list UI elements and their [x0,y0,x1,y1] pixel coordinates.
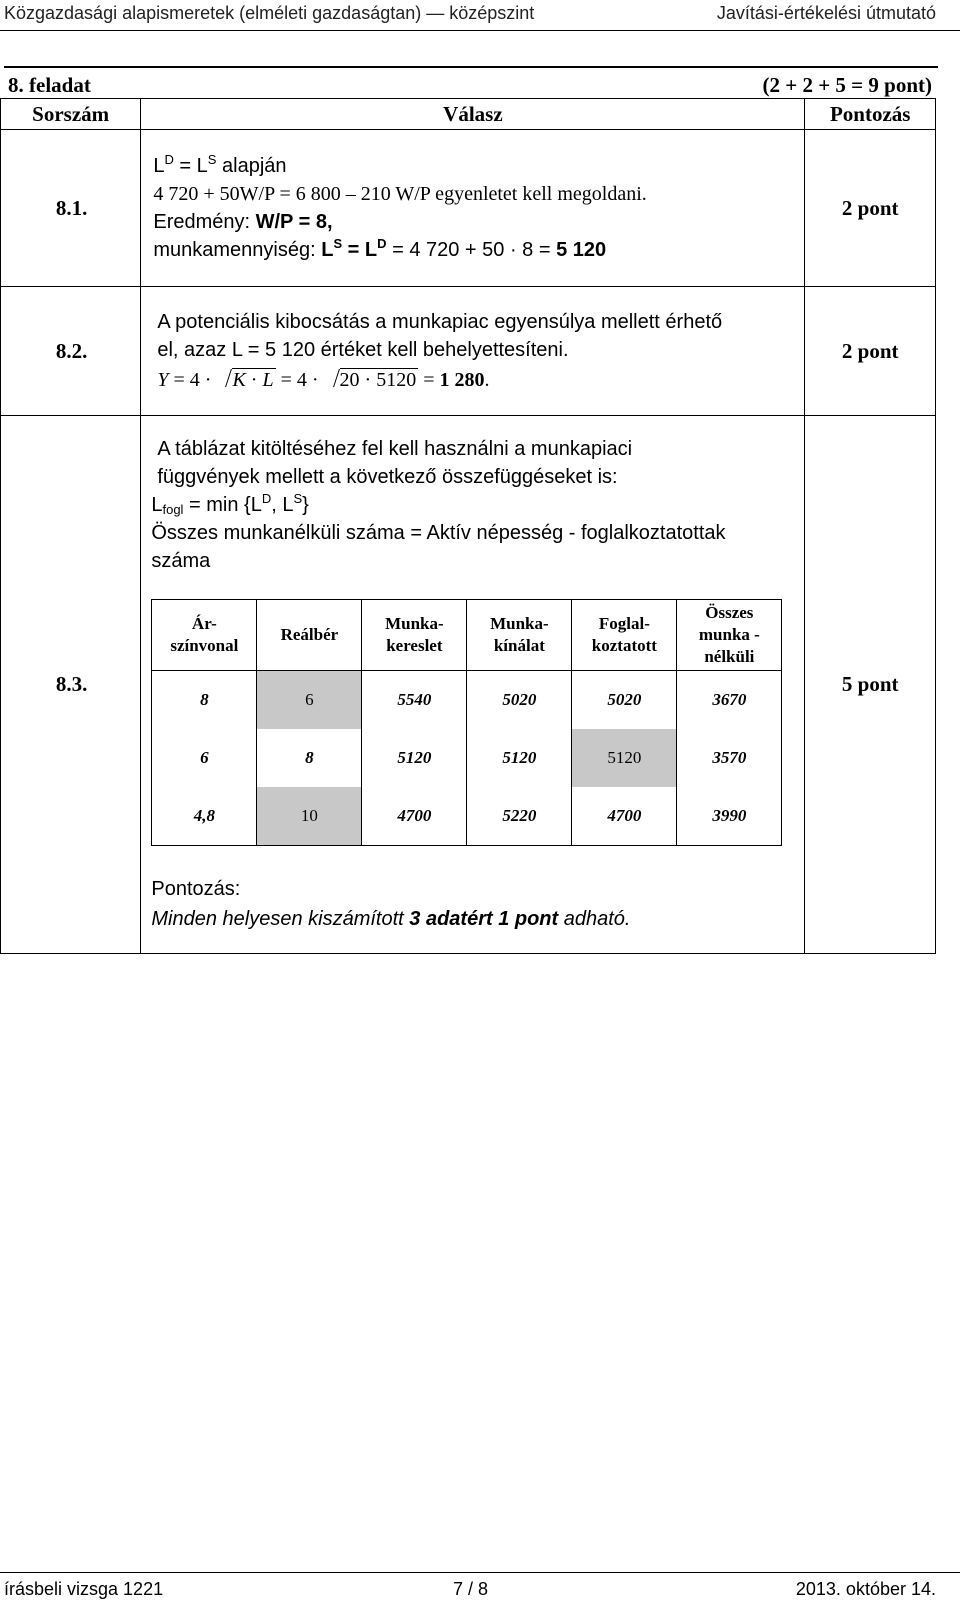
cell-given: 5120 [572,729,677,787]
header-title: Közgazdasági alapismeretek (elméleti gazdaságtan) — középszint [4,3,535,23]
cell-given: 10 [257,787,362,846]
labour-table-header [152,600,782,671]
footer-rule [0,1572,960,1573]
production-function-formula: Y = 4 · K · L = 4 · 20 · 5120 = 1 280. [157,366,804,394]
scoring-note: Pontozás: Minden helyesen kiszámított 3 adatért 1 pont adható. [151,874,804,934]
cell-given: 6 [257,671,362,730]
row-answer: $L^D = L^S$ alapján 4 720 + 50W/P = 6 800 – 210 W/P egyenletet kell megoldani. Eredmény: W/P = 8, munkamennyiség: $L^S = L^D = 4$ 720 + 50 · 8 = 5 120 [141,130,805,287]
section-rule [4,66,938,68]
scoring-label: Pontozás: [151,878,241,900]
cell: 5220 [467,787,572,846]
row-answer: A potenciális kibocsátás a munkapiac egyensúlya mellett érhető el, azaz L = 5 120 értéket kell behelyettesíteni. Y = 4 · K · L = 4 · 20 · 5120 = 1 280. [141,287,805,416]
cell: 4700 [362,787,467,846]
header-guide-label: Javítási-értékelési útmutató [716,3,936,23]
column-header-score: Pontozás [805,99,936,130]
row-number: 8.3. [1,416,141,954]
header-employed: Foglal- koztatott [572,600,677,671]
row-number: 8.1. [1,130,141,287]
header-rule [0,30,960,31]
labour-market-table [151,599,782,846]
row-score: 5 pont [805,416,936,954]
cell: 5020 [467,671,572,730]
row-score: 2 pont [805,287,936,416]
cell: 3990 [677,787,782,846]
page-header [0,0,960,36]
row-answer: A táblázat kitöltéséhez fel kell használni a munkapiaci függvények mellett a következő összefüggéseket is: $L_{fogl} = \min \{L^D$, $L^S$} Összes munkanélküli száma = Aktív népesség - foglalkoztatottak száma Ár- színvonal Reálbér Munka- kereslet Munka- kínálat Foglal- koztatott Összes munka - nélküli 8 6 5540 5020 5020 3670 6 8 5120 5120 5120 3570 4,8 10 4700 5220 4700 3990 Pontozás: Minden helyesen kiszámított 3 adatért 1 pont adható. [141,416,805,954]
labour-table-row [152,787,782,846]
labour-table-row [152,671,782,730]
header-real-wage: Reálbér [257,600,362,671]
column-header-answer: Válasz [141,99,805,130]
header-price-level: Ár- színvonal [152,600,257,671]
table-row [1,130,936,287]
footer-date: 2013. október 14. [795,1579,936,1599]
header-labour-supply: Munka- kínálat [467,600,572,671]
cell: 8 [257,729,362,787]
labour-table-row [152,729,782,787]
sqrt-symbol: K · L [218,366,275,394]
sqrt-symbol: 20 · 5120 [326,366,419,394]
table-row [1,416,936,954]
task-points: (2 + 2 + 5 = 9 pont) [762,73,932,97]
cell: 3570 [677,729,782,787]
row-number: 8.2. [1,287,141,416]
table-row [1,287,936,416]
cell: 6 [152,729,257,787]
column-header-num: Sorszám [1,99,141,130]
footer-page-number: 7 / 8 [453,1579,489,1599]
cell: 4,8 [152,787,257,846]
row-score: 2 pont [805,130,936,287]
footer-exam-id: írásbeli vizsga 1221 [4,1579,164,1599]
task-title: 8. feladat [8,73,91,97]
cell: 4700 [572,787,677,846]
cell: 3670 [677,671,782,730]
cell: 5540 [362,671,467,730]
cell: 8 [152,671,257,730]
cell: 5020 [572,671,677,730]
header-unemployed-total: Összes munka - nélküli [677,600,782,671]
header-labour-demand: Munka- kereslet [362,600,467,671]
answer-table-header [1,99,936,130]
cell: 5120 [362,729,467,787]
answer-table [0,98,936,954]
cell: 5120 [467,729,572,787]
